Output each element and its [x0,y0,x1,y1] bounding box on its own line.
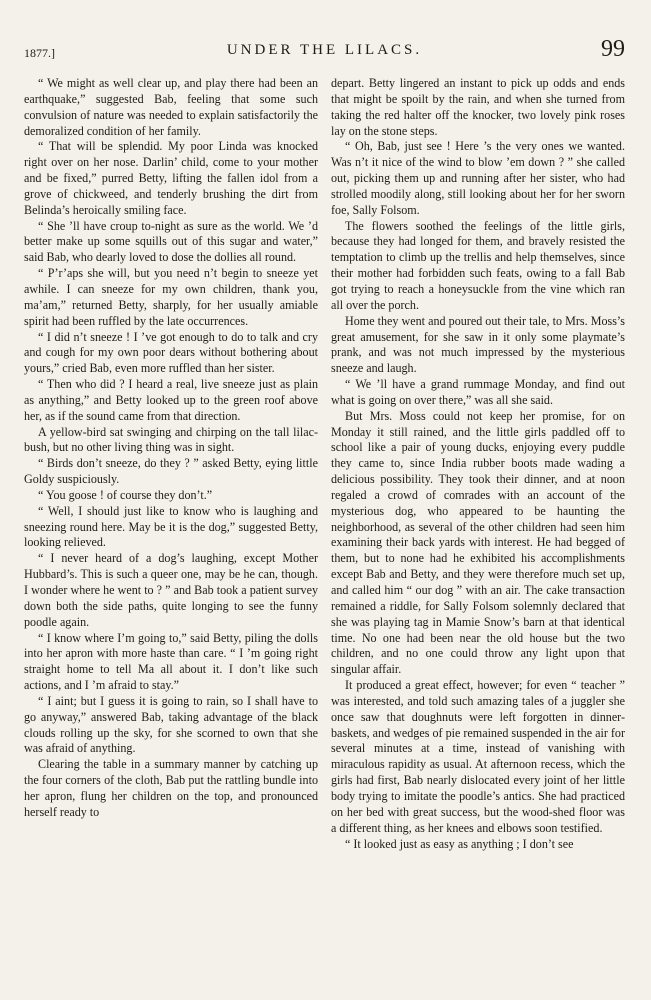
page-number: 99 [601,36,625,62]
paragraph: “ She ’ll have croup to-night as sure as the world. We ’d better make up some squills out of this sugar and water,” said Bab, who dearly loved to dose the dollies all round. [24,218,318,265]
paragraph: “ Well, I should just like to know who is laughing and sneezing round here. May be it is the dog,” suggested Betty, looking relieved. [24,503,318,550]
paragraph: But Mrs. Moss could not keep her promise, for on Monday it still rained, and the little girls paddled off to school like a pair of young ducks, enjoying every puddle they came to, since India rubber boots made wading a delicious possibility. They took their dinner, and at noon regaled a crowd of comrades with an account of the mysterious dog, who appeared to be haunting the neighborhood, as several of the other children had seen him examining their back yards with interest. He had begged of them, but to none had he exhibited his accomplishments except Bab and Betty, and they were therefore much set up, and called him “ our dog ” with an air. The cake transaction remained a riddle, for Sally Folsom solemnly declared that she was playing tag in Mamie Snow’s barn at that identical time. No one had been near the old house but the two children, and no one could throw any light upon that singular affair. [331,408,625,677]
paragraph: “ Birds don’t sneeze, do they ? ” asked Betty, eying little Goldy suspiciously. [24,456,318,487]
paragraph: “ That will be splendid. My poor Linda was knocked right over on her nose. Darlin’ child, come to your mother and be fixed,” purred Betty, lifting the fallen idol from a grove of chickweed, and tenderly brushing the dirt from Belinda’s heroically smiling face. [24,139,318,217]
paragraph: “ It looked just as easy as anything ; I don’t see [345,836,574,851]
paragraph: “ Then who did ? I heard a real, live sneeze just as plain as anything,” and Betty looked up to the green roof above her, as if the sound came from that direction. [24,377,318,423]
right-column [331,76,625,852]
paragraph: depart. Betty lingered an instant to pick up odds and ends that might be spoilt by the rain, and when she turned from taking the red halter off the knocker, two lovely pink roses lay on the stone steps. [331,76,625,138]
paragraph: Clearing the table in a summary manner by catching up the four corners of the cloth, Bab put the rattling bundle into her apron, flung her children on the top, and pronounced herself ready to [24,757,318,819]
paragraph: “ We might as well clear up, and play there had been an earthquake,” suggested Bab, feeling that some such convulsion of nature was needed to explain satisfactorily the demoralized condition of her family. [24,76,318,138]
paragraph: “ I aint; but I guess it is going to rain, so I shall have to go anyway,” answered Bab, taking advantage of the black clouds rolling up the sky, for she scorned to own that she was afraid of anything. [24,693,318,756]
paragraph: The flowers soothed the feelings of the little girls, because they had longed for them, and bravely resisted the temptation to climb up the trellis and help themselves, since their mother had forbidden such feats, owing to a fall Bab got trying to reach a honeysuckle from the vine which ran all over the porch. [331,218,625,312]
header-year: 1877.] [24,46,55,60]
paragraph: Home they went and poured out their tale, to Mrs. Moss’s great amusement, for she saw in it only some playmate’s prank, and was not much impressed by the mysterious sneeze and laugh. [331,313,625,376]
paragraph: “ I know where I’m going to,” said Betty, piling the dolls into her apron with more haste than care. “ I ’m going right straight home to tell Ma all about it. I don’t like such actions, and I ’m afraid to stay.” [24,630,318,693]
running-header [24,38,625,68]
left-column [24,76,318,821]
paragraph: It produced a great effect, however; for even “ teacher ” was interested, and told such amazing tales of a juggler she once saw that doughnuts were left forgotten in dinner-baskets, and wedges of pie remained suspended in the air for several minutes at a time, instead of vanishing with miraculous rapidity as usual. At afternoon recess, which the girls had first, Bab nearly dislocated every joint of her little body trying to imitate the poodle’s antics. She had practiced on her bed with great success, but the wood-shed floor was a different thing, as her knees and elbows soon testified. [331,678,625,835]
paragraph: “ P’r’aps she will, but you need n’t begin to sneeze yet awhile. I can sneeze for my own children, thank you, ma’am,” returned Betty, sharply, for her usually amiable spirit had been ruffled by the late occurrences. [24,266,318,328]
header-title: UNDER THE LILACS. [226,42,423,58]
paragraph: “ We ’ll have a grand rummage Monday, and find out what is going on over there,” was all she said. [331,377,625,407]
paragraph: “ Oh, Bab, just see ! Here ’s the very ones we wanted. Was n’t it nice of the wind to blow ’em down ? ” she called out, picking them up and running after her sister, who had strolled moodily along, still looking about her for her sworn foe, Sally Folsom. [331,139,625,217]
paragraph: “ I never heard of a dog’s laughing, except Mother Hubbard’s. This is such a queer one, may be he can, though. I wonder where he went to ? ” and Bab took a patient survey down both the side paths, quite longing to see the funny poodle again. [24,551,318,629]
paragraph: “ I did n’t sneeze ! I ’ve got enough to do to talk and cry and cough for my own poor dears without bothering about yours,” cried Bab, even more ruffled than her sister. [24,329,318,376]
paragraph: A yellow-bird sat swinging and chirping on the tall lilac-bush, but no other living thing was in sight. [24,424,318,455]
paragraph: “ You goose ! of course they don’t.” [38,487,213,502]
